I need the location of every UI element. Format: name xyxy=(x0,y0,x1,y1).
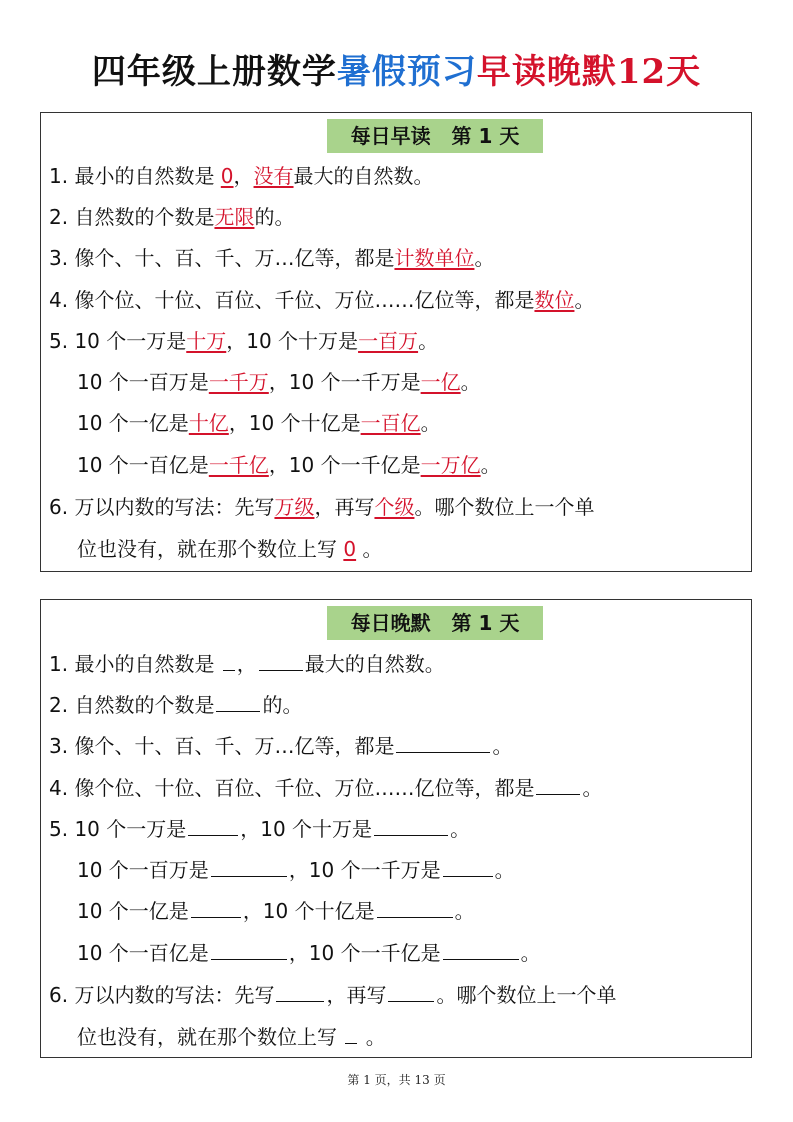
morning-line-5: 5. 10 个一万是十万，10 个十万是一百万。 xyxy=(49,329,439,353)
blank xyxy=(388,979,434,1002)
blank xyxy=(191,895,241,918)
morning-line-10: 位也没有，就在那个数位上写 0 。 xyxy=(77,537,383,561)
answer: 一万亿 xyxy=(420,453,481,477)
page-title xyxy=(0,48,793,96)
evening-line-10: 位也没有，就在那个数位上写 。 xyxy=(77,1021,386,1052)
morning-line-7: 10 个一亿是十亿，10 个十亿是一百亿。 xyxy=(77,411,441,435)
blank xyxy=(276,979,324,1002)
blank xyxy=(211,854,287,877)
answer: 一千万 xyxy=(208,370,269,394)
morning-line-1: 1. 最小的自然数是 0，没有最大的自然数。 xyxy=(49,164,434,188)
answer: 一百亿 xyxy=(360,411,421,435)
answer: 万级 xyxy=(274,495,315,519)
answer: 计数单位 xyxy=(394,246,475,270)
answer: 个级 xyxy=(374,495,415,519)
morning-line-2: 2. 自然数的个数是无限的。 xyxy=(49,205,295,229)
blank xyxy=(259,648,303,671)
morning-header: 每日早读 第 1 天 xyxy=(327,119,543,153)
evening-line-3: 3. 像个、十、百、千、万…亿等，都是 。 xyxy=(49,730,512,761)
title-preview: 暑假预习 xyxy=(336,52,477,92)
answer: 十亿 xyxy=(188,411,229,435)
evening-line-6: 10 个一百万是 ，10 个一千万是 。 xyxy=(77,854,515,885)
blank xyxy=(216,689,260,712)
answer: 十万 xyxy=(186,329,227,353)
evening-line-2: 2. 自然数的个数是 的。 xyxy=(49,689,302,720)
evening-line-1: 1. 最小的自然数是 ， 最大的自然数。 xyxy=(49,648,445,679)
answer: 一百万 xyxy=(358,329,419,353)
evening-line-9: 6. 万以内数的写法：先写 ，再写 。哪个数位上一个单 xyxy=(49,979,616,1010)
title-grade: 四年级上册数学 xyxy=(91,52,337,92)
blank xyxy=(443,937,519,960)
blank xyxy=(536,772,580,795)
answer: 数位 xyxy=(534,288,575,312)
evening-line-7: 10 个一亿是 ，10 个十亿是 。 xyxy=(77,895,475,926)
morning-line-8: 10 个一百亿是一千亿，10 个一千亿是一万亿。 xyxy=(77,453,501,477)
evening-line-4: 4. 像个位、十位、百位、千位、万位……亿位等，都是 。 xyxy=(49,772,602,803)
morning-line-4: 4. 像个位、十位、百位、千位、万位……亿位等，都是数位。 xyxy=(49,288,595,312)
answer: 没有 xyxy=(253,164,294,188)
evening-header: 每日晚默 第 1 天 xyxy=(327,606,543,640)
title-days: 早读晚默12天 xyxy=(476,52,702,92)
answer: 无限 xyxy=(214,205,255,229)
answer: 一亿 xyxy=(420,370,461,394)
evening-dictation-box xyxy=(40,599,752,1058)
blank xyxy=(374,813,448,836)
page-footer: 第 1 页，共 13 页 xyxy=(347,1073,446,1087)
blank xyxy=(443,854,493,877)
morning-line-9: 6. 万以内数的写法：先写万级，再写个级。哪个数位上一个单 xyxy=(49,495,595,519)
blank xyxy=(223,648,235,671)
answer: 一千亿 xyxy=(208,453,269,477)
blank xyxy=(396,730,490,753)
answer: 0 xyxy=(220,164,234,188)
morning-reading-box xyxy=(40,112,752,572)
blank xyxy=(211,937,287,960)
blank xyxy=(345,1021,357,1044)
answer: 0 xyxy=(343,537,357,561)
blank xyxy=(188,813,238,836)
morning-line-6: 10 个一百万是一千万，10 个一千万是一亿。 xyxy=(77,370,481,394)
evening-line-8: 10 个一百亿是 ，10 个一千亿是 。 xyxy=(77,937,541,968)
evening-line-5: 5. 10 个一万是 ，10 个十万是 。 xyxy=(49,813,470,844)
blank xyxy=(377,895,453,918)
morning-line-3: 3. 像个、十、百、千、万…亿等，都是计数单位。 xyxy=(49,246,495,270)
